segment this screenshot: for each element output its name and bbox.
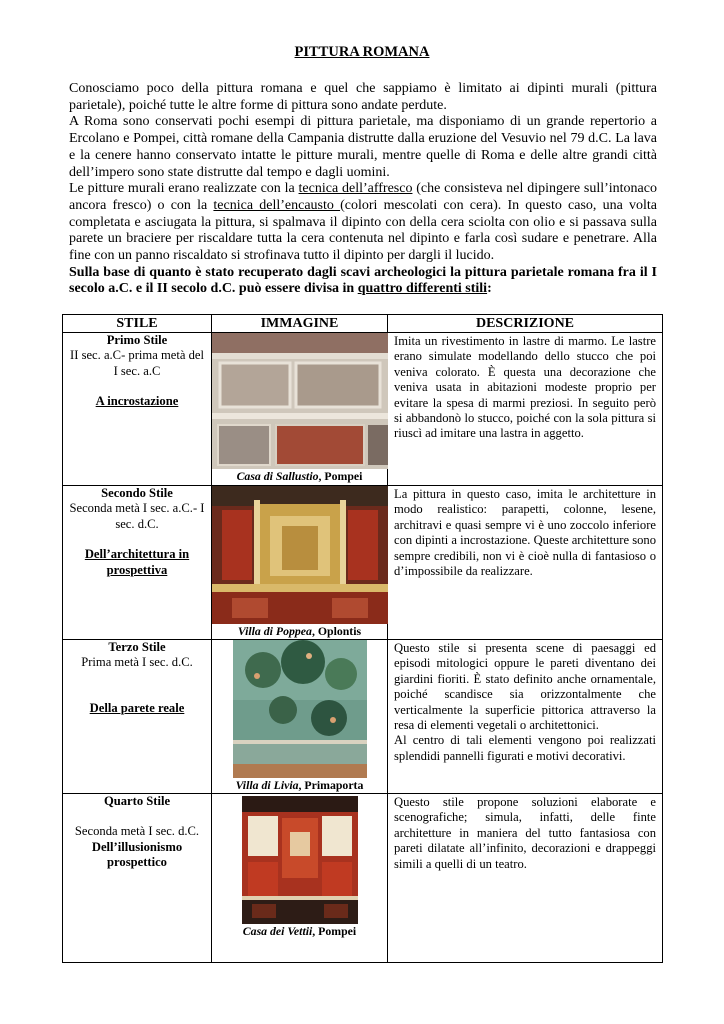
fresco-image-illusionismo <box>242 796 358 924</box>
style-name: Primo Stile <box>106 333 168 347</box>
description-cell: Imita un rivestimento in lastre di marmo. Le lastre erano simulate modellando dello stucco che poi veniva colorato. È questa una decorazione che veniva usata in abitazioni modeste proprio per evitare la spesa di marmi preziosi. In seguito però si abbandonò lo stucco, poiché con la sola pittura si riuscì ad imitare una lastra in aggetto. <box>388 333 663 486</box>
description-cell <box>388 640 663 794</box>
stile-cell <box>63 640 212 794</box>
link-quattro-stili: quattro differenti stili <box>357 281 488 297</box>
image-caption: Casa dei Vettii, Pompei <box>242 924 357 938</box>
table-row <box>63 640 663 794</box>
style-subtitle: Della parete reale <box>89 700 185 715</box>
image-cell <box>212 640 388 794</box>
style-subtitle: Dell’illusionismo prospettico <box>91 839 183 870</box>
header-descrizione: DESCRIZIONE <box>388 315 663 333</box>
style-period: II sec. a.C- prima metà del I sec. a.C <box>70 348 204 378</box>
image-caption: Villa di Poppea, Oplontis <box>237 624 362 638</box>
style-period: Seconda metà I sec. d.C. <box>74 824 200 839</box>
table-row <box>63 794 663 963</box>
image-cell <box>212 486 388 640</box>
style-subtitle: Dell’architettura in prospettiva <box>84 547 190 577</box>
description-text: Questo stile si presenta scene di paesaggi ed episodi mitologici oppure le pareti diventano dei giardini fioriti. È stato definito anche ornamentale, poiché scandisce sia orizzontalmente che verticalmente la superficie pittorica attraverso la resa di elementi vegetali o architettonici. <box>394 641 656 733</box>
link-affresco: tecnica dell’affresco <box>298 181 413 197</box>
image-cell <box>212 794 388 963</box>
image-caption: Villa di Livia, Primaporta <box>235 778 364 792</box>
table-header-row <box>63 315 663 333</box>
intro-paragraph-1: Conosciamo poco della pittura romana e quel che sappiamo è limitato ai dipinti murali (pittura parietale), poiché tutte le altre forme di pittura sono andate perdute. <box>69 81 657 113</box>
image-cell <box>212 333 388 486</box>
style-period: Seconda metà I sec. a.C.- I sec. d.C. <box>69 501 205 531</box>
header-stile: STILE <box>63 315 212 333</box>
stile-cell <box>63 794 212 963</box>
intro-paragraph-3: Le pitture murali erano realizzate con la tecnica dell’affresco (che consisteva nel dipingere sull’intonaco ancora fresco) o con la tecnica dell’encausto (colori mescolati con cera). In questo caso, una volta completata e asciugata la pittura, si spalmava il dipinto con della cera sciolta con olio e si passava sulla parete un braciere per riscaldare tutta la cera contenuta nel dipinto e farla così sudare e penetrare. Alla fine con un panno riscaldato si strofinava tutto il dipinto per dargli il lucido. <box>69 181 657 264</box>
description-cell: La pittura in questo caso, imita le architetture in modo realistico: parapetti, colonne, lesene, architravi e quasi sempre vi è uno zoccolo inferiore con dipinti a incrostazione. Queste architetture sono sempre credibili, non vi è cioè nulla di fantasioso o d’impossibile da realizzare. <box>388 486 663 640</box>
description-cell: Questo stile propone soluzioni elaborate e scenografiche; simula, infatti, delle finte architetture in maniera del tutto fantasiosa con pareti dilatate all’infinito, decorazioni e drappeggi simili a quelli di un teatro. <box>388 794 663 963</box>
stile-cell <box>63 333 212 486</box>
table-row <box>63 333 663 486</box>
style-period: Prima metà I sec. d.C. <box>81 655 193 670</box>
description-text-2: Al centro di tali elementi vengono poi realizzati splendidi pannelli figurati e motivi decorativi. <box>394 733 656 763</box>
image-caption: Casa di Sallustio, Pompei <box>236 469 363 483</box>
link-encausto: tecnica dell’encausto <box>213 197 341 213</box>
intro-paragraph-2: A Roma sono conservati pochi esempi di pittura parietale, ma disponiamo di un grande repertorio a Ercolano e Pompei, città romane della Campania distrutte dalla eruzione del Vesuvio nel 79 d.C. La lava e la cenere hanno conservato intatte le pitture murali, mentre quelle di Roma e delle altre grandi città dell’impero sono state distrutte dal tempo e dagli uomini. <box>69 114 657 180</box>
page-title: PITTURA ROMANA <box>294 44 430 60</box>
table-row <box>63 486 663 640</box>
stile-cell <box>63 486 212 640</box>
style-name: Quarto Stile <box>103 794 171 808</box>
styles-table <box>62 314 663 963</box>
intro-text <box>69 81 657 298</box>
header-immagine: IMMAGINE <box>212 315 388 333</box>
style-name: Terzo Stile <box>108 640 166 654</box>
fresco-image-giardino <box>233 640 367 778</box>
intro-paragraph-4: Sulla base di quanto è stato recuperato dagli scavi archeologici la pittura parietale romana fra il I secolo a.C. e il II secolo d.C. può essere divisa in quattro differenti stili: <box>69 264 657 297</box>
style-subtitle: A incrostazione <box>95 394 179 409</box>
fresco-image-architettura <box>212 486 388 624</box>
fresco-image-incrostazione <box>212 333 388 469</box>
style-name: Secondo Stile <box>101 486 173 500</box>
